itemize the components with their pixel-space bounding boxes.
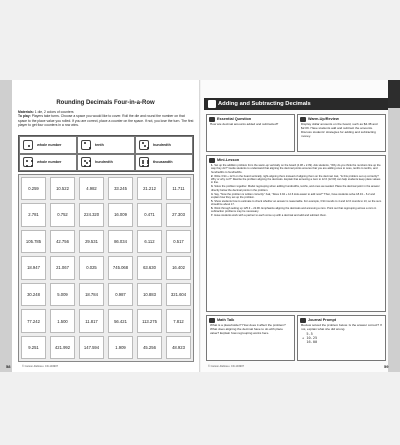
footer-left: © Carson-Dellosa • CD-104907	[22, 365, 59, 368]
journal-work-line: + 10.25	[302, 335, 318, 340]
die-face-icon	[23, 157, 33, 167]
lesson-steps-icon	[209, 158, 215, 163]
mini-lesson-step: 5.Show students how to estimate to check whether an answer is reasonable. For example, 3.94 rounds to 4 and 12.6 rounds to 13, so the sum should be about 17.	[211, 199, 382, 207]
journal-work-line: 16.00	[302, 339, 318, 344]
die-key-cell	[19, 154, 77, 172]
page-gutter	[199, 80, 201, 372]
game-board-cell[interactable]: 86.034	[108, 230, 134, 253]
game-board-cell[interactable]: 0.752	[50, 203, 76, 226]
lesson-icon	[208, 100, 216, 108]
die-key-cell	[135, 136, 193, 154]
game-board-cell[interactable]: 21.067	[50, 256, 76, 279]
game-board-cell[interactable]: 56.421	[108, 309, 134, 332]
die-key-cell	[135, 154, 193, 172]
materials-text: 1 die, 2 colors of counters	[34, 110, 74, 114]
background-top	[0, 0, 400, 80]
game-board-cell[interactable]: 30.248	[21, 283, 47, 306]
mini-lesson-step: 2.Write 3.94 + 12.6 on the board vertically, right-aligning them instead of aligning them on the decimal. Ask, "Is this problem set up correctly? Why or why not?" Rewrite the problem aligning the decimals. Explain that annexing a zero to 12.6 (12.60) can help students keep place values in line.	[211, 174, 381, 185]
game-board-cell[interactable]: 11.817	[79, 309, 105, 332]
page-number-right: 59	[384, 364, 389, 369]
game-title: Rounding Decimals Four-in-a-Row	[56, 100, 155, 106]
die-key-cell	[77, 136, 135, 154]
die-key-table	[18, 135, 194, 172]
game-board-cell[interactable]: 16.402	[166, 256, 192, 279]
game-board-cell[interactable]: 1.909	[108, 336, 134, 359]
essential-question-box: Essential Question How are decimal amounts added and subtracted?	[206, 114, 295, 152]
to-play-text: Players take turns. Choose a space you would like to cover. Roll the die and round the number on that space to the place value you rolled. If you are correct, place a counter on the space. If not, you lose the turn. The first player to get four counters in a row wins.	[18, 114, 194, 128]
game-board-cell[interactable]: 4.982	[79, 177, 105, 200]
game-board-cell[interactable]: 45.256	[137, 336, 163, 359]
journal-work-line: 5.5	[302, 331, 313, 336]
game-board-cell[interactable]: 0.471	[137, 203, 163, 226]
game-board-cell[interactable]: 6.112	[137, 230, 163, 253]
game-instructions: Materials: 1 die, 2 colors of counters To play: Players take turns. Choose a space you would like to cover. Roll the die and round the number on that space to the place value you rolled. If you are correct, place a counter on the space. If not, you lose the turn. The first player to get four counters in a row wins.	[18, 110, 194, 128]
die-key-label: hundredth	[95, 160, 113, 165]
mini-lesson-step: 4.Say, "Now the problem is written correctly." Ask, "Does 3.94 + 12.6 look easier to add now?" Then, have students solve 18.43 – 6.2 and explain how they set up the problem.	[211, 192, 375, 199]
die-face-icon	[23, 140, 33, 150]
die-face-icon	[81, 157, 91, 167]
lesson-title: Adding and Subtracting Decimals	[218, 101, 311, 107]
die-key-cell	[77, 154, 135, 172]
die-key-label: thousandth	[153, 160, 173, 165]
left-page-edge	[0, 80, 12, 372]
page-number-left: 58	[6, 364, 11, 369]
game-board-cell[interactable]: 0.259	[21, 177, 47, 200]
game-board-cell[interactable]: 147.594	[79, 336, 105, 359]
game-board-grid	[18, 174, 194, 362]
warm-up-icon	[300, 117, 306, 122]
game-board-cell[interactable]: 0.025	[79, 256, 105, 279]
game-board-cell[interactable]: 9.251	[21, 336, 47, 359]
die-key-cell	[19, 136, 77, 154]
game-board-cell[interactable]: 27.303	[166, 203, 192, 226]
game-board-cell[interactable]: 1.500	[50, 309, 76, 332]
game-board-cell[interactable]: 18.784	[79, 283, 105, 306]
game-board-cell[interactable]: 105.785	[21, 230, 47, 253]
game-board-cell[interactable]: 11.711	[166, 177, 192, 200]
game-board-cell[interactable]: 48.923	[166, 336, 192, 359]
game-board-cell[interactable]: 77.242	[21, 309, 47, 332]
question-icon	[209, 117, 215, 122]
game-board-cell[interactable]: 10.883	[137, 283, 163, 306]
mini-lesson-step: 1.Set up the addition problem from the warm-up vertically on the board (4.38 + 2.09). Ask students, "Why do you think the numbers line up the way they do?" Guide students to understand that aligning the decimal points ensures that you are adding ones to ones, tenths to tenths, and hundredths to hundredths.	[211, 164, 381, 174]
warm-up-box: Warm-Up/Review Display dollar amounts on the board, such as $4.38 and $2.09. Have students add and subtract the amounts. Discuss students' strategies for adding and subtracting money.	[297, 114, 386, 152]
mini-lesson-steps	[207, 164, 385, 218]
game-board-cell[interactable]: 7.812	[166, 309, 192, 332]
mini-lesson-step: 6.Work through setting up 125.3 – 22.96. Emphasize aligning the decimals and annexing a zero. Point out that regrouping across a zero in subtraction problems may be necessary.	[211, 207, 377, 214]
game-board-cell[interactable]: 18.947	[21, 256, 47, 279]
right-page-edge-tab	[388, 80, 400, 372]
journal-prompt-box: Journal Prompt Review solved the problem below. Is the answer correct? If not, explain what she did wrong. 5.5 + 10.25 16.00	[297, 315, 386, 361]
math-talk-box: Math Talk What is a placeholder? How does it affect the problem? What does aligning the decimal have to do with place value? Explain how regrouping works here.	[206, 315, 295, 361]
die-key-label: tenth	[95, 142, 104, 147]
mini-lesson-step: 7.Have students work with a partner to each come up with a decimal and add and subtract them.	[211, 214, 327, 218]
die-key-label: whole number	[37, 160, 62, 165]
game-board-cell[interactable]: 42.756	[50, 230, 76, 253]
background-bottom	[0, 372, 400, 445]
game-board-cell[interactable]: 224.320	[79, 203, 105, 226]
journal-work	[298, 332, 385, 344]
game-board-cell[interactable]: 63.630	[137, 256, 163, 279]
die-key-label: hundredth	[153, 142, 171, 147]
game-board-cell[interactable]: 2.781	[21, 203, 47, 226]
game-board-cell[interactable]: 5.009	[50, 283, 76, 306]
chat-icon	[209, 318, 215, 323]
game-board-cell[interactable]: 16.009	[108, 203, 134, 226]
game-board-cell[interactable]: 745.068	[108, 256, 134, 279]
game-board-cell[interactable]: 10.522	[50, 177, 76, 200]
game-board-cell[interactable]: 21.212	[137, 177, 163, 200]
footer-right: © Carson-Dellosa • CD-104907	[208, 365, 245, 368]
game-board-cell[interactable]: 113.275	[137, 309, 163, 332]
game-board-cell[interactable]: 0.517	[166, 230, 192, 253]
game-board-cell[interactable]: 33.245	[108, 177, 134, 200]
game-board-cell[interactable]: 421.992	[50, 336, 76, 359]
lesson-header	[204, 98, 388, 110]
game-board-cell[interactable]: 321.604	[166, 283, 192, 306]
die-key-label: whole number	[37, 142, 62, 147]
die-face-icon	[81, 140, 91, 150]
die-face-icon	[139, 140, 149, 150]
game-board-cell[interactable]: 0.987	[108, 283, 134, 306]
journal-icon	[300, 318, 306, 323]
mini-lesson-step: 3.Solve the problem together. Model regrouping when adding hundredths, tenths, and ones as needed. Place the decimal point in the answer directly below the decimal points in the problem.	[211, 185, 380, 192]
die-face-icon	[139, 157, 149, 167]
mini-lesson-box: Mini-Lesson 1.Set up the addition problem from the warm-up vertically on the board (4.38 + 2.09). Ask students, "Why do you think the numbers line up the way they do?" Guide students to understand that aligning the decimal points ensures that you are adding ones to ones, tenths to tenths, and hundredths to hundredths. 2.Write 3.94 + 12.6 on the board vertically, right-aligning them instead of aligning them on the decimal. Ask, "Is this problem set up correctly? Why or why not?" Rewrite the problem aligning the decimals. Explain that annexing a zero to 12.6 (12.60) can help students keep place values in line. 3.Solve the problem together. Model regrouping when adding hundredths, tenths, and ones as needed. Place the decimal point in the answer directly below the decimal points in the problem. 4.Say, "Now the problem is written correctly." Ask, "Does 3.94 + 12.6 look easier to add now?" Then, have students solve 18.43 – 6.2 and explain how they set up the problem. 5.Show students how to estimate to check whether an answer is reasonable. For example, 3.94 rounds to 4 and 12.6 rounds to 13, so the sum should be about 17. 6.Work through setting up 125.3 – 22.96. Emphasize aligning the decimals and annexing a zero. Point out that regrouping across a zero in subtraction problems may be necessary. 7.Have students work with a partner to each come up with a decimal and add and subtract them.	[206, 155, 386, 312]
game-board-cell[interactable]: 29.531	[79, 230, 105, 253]
